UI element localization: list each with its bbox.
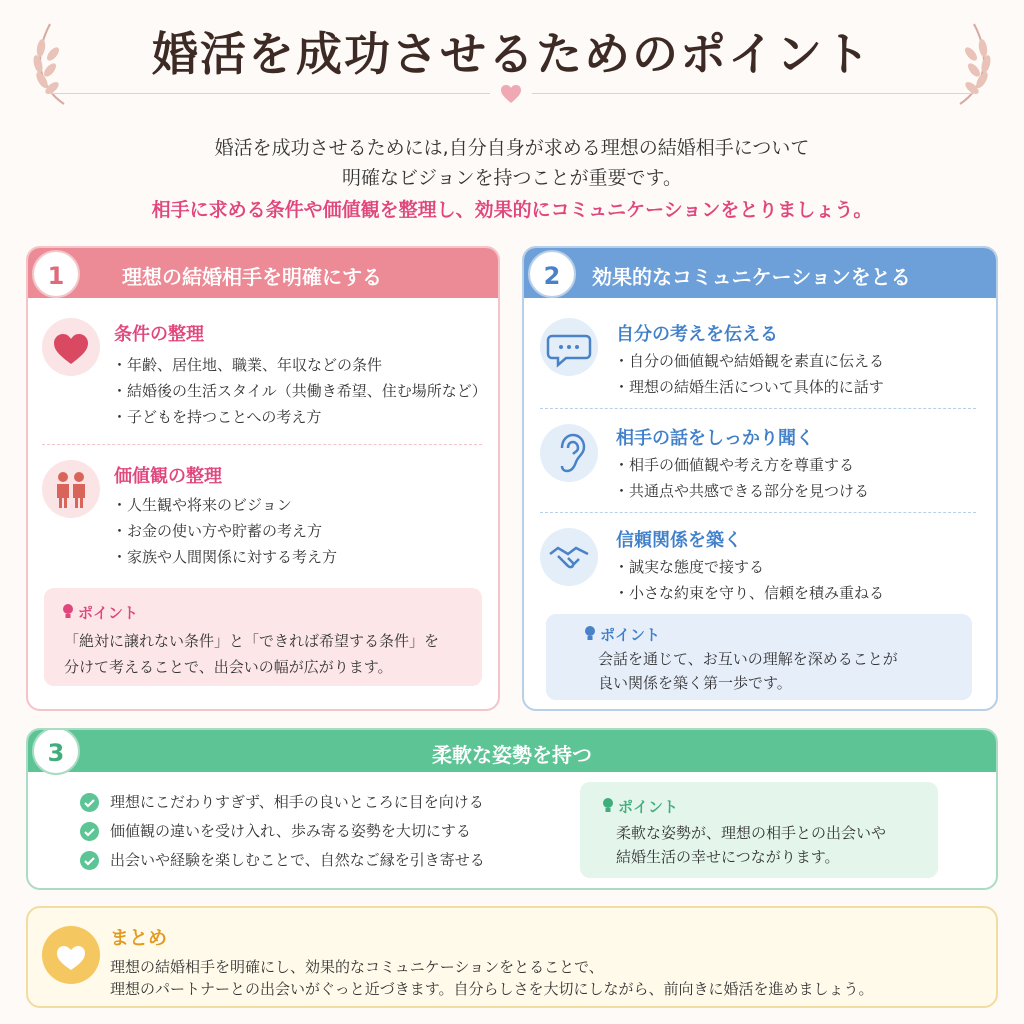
lightbulb-icon: [600, 796, 616, 814]
point-text-line: 結婚生活の幸せにつながります。: [616, 848, 840, 866]
heart-icon: [42, 926, 100, 984]
list-item: ・ 年齢、居住地、職業、年収などの条件: [112, 352, 487, 378]
list-item: [80, 788, 485, 817]
card-communication: [522, 246, 998, 711]
section-title: 条件の整理: [114, 324, 204, 345]
section-divider: [42, 444, 482, 445]
list-item-text: 出会いや経験を楽しむことで、自然なご縁を引き寄せる: [110, 851, 485, 869]
list-item: ・ 誠実な態度で接する: [614, 554, 884, 580]
point-text-line: 会話を通じて、お互いの理解を深めることが: [598, 650, 898, 668]
list-item: ・ 結婚後の生活スタイル（共働き希望、住む場所など）: [112, 378, 487, 404]
speech-bubble-icon: [540, 318, 598, 376]
check-icon: [80, 793, 99, 812]
check-icon: [80, 851, 99, 870]
card-title: 柔軟な姿勢を持つ: [432, 743, 592, 767]
point-label: ポイント: [618, 798, 679, 816]
list-item: ・ お金の使い方や貯蓄の考え方: [112, 518, 337, 544]
point-text-line: 良い関係を築く第一歩です。: [598, 674, 792, 692]
list-item: [80, 846, 485, 875]
heart-icon: [500, 84, 522, 104]
card-title: 効果的なコミュニケーションをとる: [592, 265, 911, 289]
point-text-line: 柔軟な姿勢が、理想の相手との出会いや: [616, 824, 887, 842]
card-header: [524, 248, 996, 298]
list-item: ・ 相手の価値観や考え方を尊重する: [614, 452, 869, 478]
list-item: ・ 理想の結婚生活について具体的に話す: [614, 374, 884, 400]
bullet-list: [614, 554, 884, 606]
title-divider-right: [532, 93, 972, 94]
list-item: ・ 家族や人間関係に対する考え方: [112, 544, 337, 570]
step-number: 1: [32, 250, 80, 298]
intro-line-1: 婚活を成功させるためには,自分自身が求める理想の結婚相手について: [214, 137, 810, 159]
card-header: [28, 730, 996, 772]
card-ideal-partner: [26, 246, 500, 711]
ear-icon: [540, 424, 598, 482]
check-list: [80, 788, 485, 875]
list-item: ・ 小さな約束を守り、信頼を積み重ねる: [614, 580, 884, 606]
step-number: 3: [32, 728, 80, 775]
list-item-text: 理想にこだわりすぎず、相手の良いところに目を向ける: [110, 793, 484, 811]
point-text-line: 「絶対に譲れない条件」と「できれば希望する条件」を: [64, 632, 440, 650]
card-header: [28, 248, 498, 298]
list-item: [80, 817, 485, 846]
section-divider: [540, 512, 976, 513]
bullet-list: [614, 452, 869, 504]
summary-box: [26, 906, 998, 1008]
point-box: [44, 588, 482, 686]
intro-highlight: 相手に求める条件や価値観を整理し、効果的にコミュニケーションをとりましょう。: [151, 199, 873, 221]
page-title: 婚活を成功させるためのポイント: [152, 27, 872, 81]
check-icon: [80, 822, 99, 841]
list-item-text: 価値観の違いを受け入れ、歩み寄る姿勢を大切にする: [110, 822, 471, 840]
title-divider-left: [50, 93, 490, 94]
intro-line-2: 明確なビジョンを持つことが重要です。: [341, 167, 683, 189]
section-title: 相手の話をしっかり聞く: [616, 428, 814, 449]
bullet-list: [112, 352, 487, 430]
bullet-list: [112, 492, 337, 570]
section-title: 信頼関係を築く: [616, 530, 742, 551]
card-title: 理想の結婚相手を明確にする: [122, 265, 382, 289]
people-icon: [42, 460, 100, 518]
point-box: [580, 782, 938, 878]
section-divider: [540, 408, 976, 409]
point-label: ポイント: [78, 604, 139, 622]
section-title: 価値観の整理: [114, 466, 222, 487]
section-title: 自分の考えを伝える: [616, 324, 778, 345]
heart-icon: [42, 318, 100, 376]
point-text-line: 分けて考えることで、出会いの幅が広がります。: [64, 658, 393, 676]
step-number: 2: [528, 250, 576, 298]
point-box: [546, 614, 972, 700]
list-item: ・ 子どもを持つことへの考え方: [112, 404, 487, 430]
lightbulb-icon: [582, 624, 598, 642]
list-item: ・ 自分の価値観や結婚観を素直に伝える: [614, 348, 884, 374]
card-flexible-attitude: [26, 728, 998, 890]
handshake-icon: [540, 528, 598, 586]
lightbulb-icon: [60, 602, 76, 620]
list-item: ・ 共通点や共感できる部分を見つける: [614, 478, 869, 504]
point-label: ポイント: [600, 626, 661, 644]
list-item: ・ 人生観や将来のビジョン: [112, 492, 337, 518]
summary-text-line: 理想の結婚相手を明確にし、効果的なコミュニケーションをとることで、: [110, 958, 604, 976]
bullet-list: [614, 348, 884, 400]
summary-text-line: 理想のパートナーとの出会いがぐっと近づきます。自分らしさを大切にしながら、前向きに婚活を進めましょう。: [110, 980, 874, 998]
summary-title: まとめ: [110, 927, 168, 949]
